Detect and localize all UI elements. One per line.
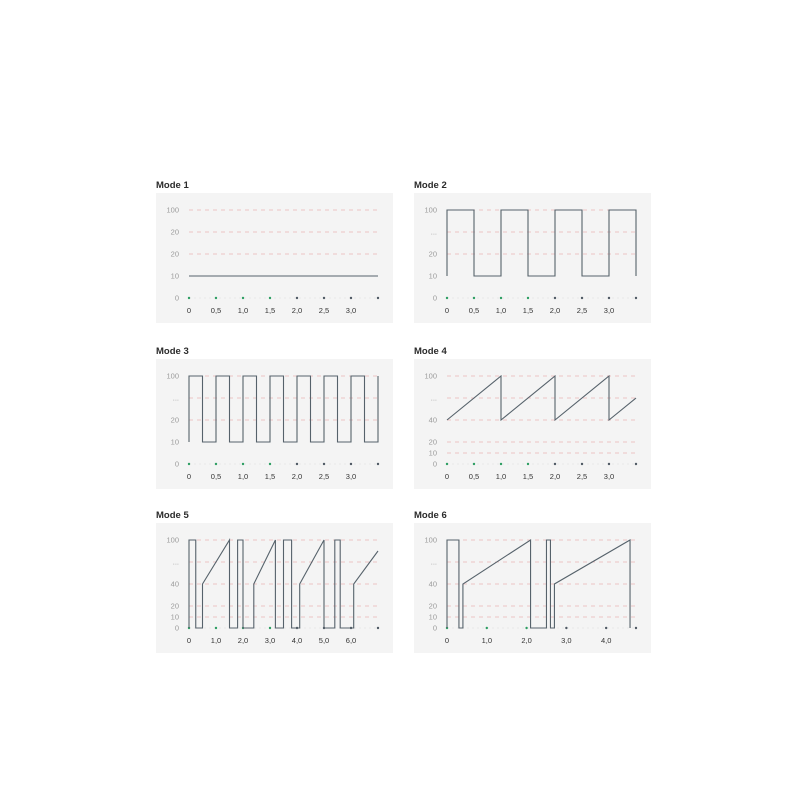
x-tick-label: 1,5 [522, 306, 534, 315]
x-dot [608, 297, 610, 299]
y-tick-label: 10 [428, 271, 437, 281]
x-dot [635, 463, 637, 465]
y-tick-label: 0 [174, 293, 179, 303]
plot-area [414, 359, 651, 489]
y-tick-label: 10 [428, 612, 437, 622]
x-dot [473, 297, 475, 299]
y-tick-label: 40 [428, 579, 437, 589]
x-dot [323, 297, 325, 299]
x-tick-label: 0,5 [210, 306, 222, 315]
chart-svg [414, 359, 651, 489]
chart-title: Mode 1 [156, 180, 189, 191]
y-tick-label: 0 [174, 623, 179, 633]
y-tick-label: 0 [432, 459, 437, 469]
x-tick-label: 2,5 [318, 472, 330, 481]
y-tick-label: 100 [166, 535, 179, 545]
y-tick-label: 10 [428, 448, 437, 458]
x-tick-label: 2,0 [237, 636, 249, 645]
y-tick-label: 40 [170, 579, 179, 589]
x-dot [242, 297, 244, 299]
chart-title: Mode 5 [156, 510, 189, 521]
x-dot [486, 627, 488, 629]
x-dot [188, 463, 190, 465]
x-tick-label: 1,0 [495, 472, 507, 481]
x-tick-label: 0 [444, 306, 450, 315]
x-tick-label: 0 [444, 472, 450, 481]
y-tick-label: 40 [428, 415, 437, 425]
x-dot [527, 463, 529, 465]
series-line [189, 376, 378, 442]
x-tick-label: 3,0 [603, 472, 615, 481]
x-tick-label: 0 [186, 472, 192, 481]
x-dot [269, 297, 271, 299]
x-dot [527, 297, 529, 299]
x-tick-label: 2,5 [576, 472, 588, 481]
y-tick-label: 20 [428, 437, 437, 447]
chart-svg [414, 193, 651, 323]
x-dot [215, 463, 217, 465]
x-dot [635, 297, 637, 299]
chart-title: Mode 3 [156, 346, 189, 357]
y-tick-label: 10 [170, 271, 179, 281]
x-dot [269, 463, 271, 465]
x-tick-label: 0,5 [468, 306, 480, 315]
x-tick-label: 2,5 [576, 306, 588, 315]
x-dot [296, 297, 298, 299]
x-dot [446, 463, 448, 465]
x-tick-label: 1,5 [264, 472, 276, 481]
x-dot [581, 297, 583, 299]
x-tick-label: 2,0 [549, 306, 561, 315]
y-tick-label: 20 [170, 415, 179, 425]
chart-title: Mode 4 [414, 346, 447, 357]
x-dot [350, 463, 352, 465]
x-tick-label: 2,0 [549, 472, 561, 481]
chart-svg [156, 193, 393, 323]
x-dot [350, 297, 352, 299]
x-tick-label: 2,0 [291, 306, 303, 315]
y-tick-label: ... [172, 393, 179, 403]
x-dot [608, 463, 610, 465]
chart-svg [156, 523, 393, 653]
x-tick-label: 4,0 [600, 636, 612, 645]
x-dot [323, 463, 325, 465]
x-tick-label: 3,0 [264, 636, 276, 645]
x-tick-label: 3,0 [603, 306, 615, 315]
x-dot [605, 627, 607, 629]
x-tick-label: 2,5 [318, 306, 330, 315]
x-tick-label: 2,0 [521, 636, 532, 645]
plot-area [156, 523, 393, 653]
y-tick-label: ... [430, 557, 437, 567]
y-tick-label: ... [172, 557, 179, 567]
chart-title: Mode 2 [414, 180, 447, 191]
y-tick-label: ... [430, 393, 437, 403]
x-tick-label: 0,5 [468, 472, 480, 481]
plot-area [156, 359, 393, 489]
x-tick-label: 0 [186, 306, 192, 315]
y-tick-label: 100 [424, 535, 437, 545]
x-tick-label: 6,0 [345, 636, 357, 645]
x-tick-label: 1,5 [522, 472, 534, 481]
y-tick-label: 20 [428, 601, 437, 611]
x-tick-label: 0 [444, 636, 450, 645]
x-dot [269, 627, 271, 629]
x-tick-label: 3,0 [345, 306, 357, 315]
y-tick-label: 0 [432, 293, 437, 303]
x-dot [377, 627, 379, 629]
y-tick-label: 20 [170, 227, 179, 237]
x-dot [215, 627, 217, 629]
x-dot [215, 297, 217, 299]
x-dot [500, 463, 502, 465]
x-tick-label: 1,0 [237, 306, 249, 315]
x-tick-label: 1,0 [237, 472, 249, 481]
x-tick-label: 1,0 [495, 306, 507, 315]
x-dot [296, 463, 298, 465]
x-dot [473, 463, 475, 465]
x-tick-label: 3,0 [345, 472, 357, 481]
series-line [447, 210, 636, 276]
plot-area [414, 523, 651, 653]
x-dot [554, 463, 556, 465]
x-dot [377, 463, 379, 465]
x-dot [446, 297, 448, 299]
x-tick-label: 5,0 [318, 636, 330, 645]
chart-svg [156, 359, 393, 489]
chart-svg [414, 523, 651, 653]
x-tick-label: 0,5 [210, 472, 222, 481]
x-dot [565, 627, 567, 629]
x-tick-label: 4,0 [291, 636, 303, 645]
x-tick-label: 1,0 [481, 636, 493, 645]
x-tick-label: 0 [186, 636, 192, 645]
y-tick-label: 20 [428, 249, 437, 259]
x-dot [525, 627, 527, 629]
x-tick-label: 3,0 [561, 636, 572, 645]
y-tick-label: 100 [166, 371, 179, 381]
y-tick-label: 100 [424, 371, 437, 381]
x-tick-label: 1,0 [210, 636, 222, 645]
y-tick-label: 10 [170, 612, 179, 622]
y-tick-label: 10 [170, 437, 179, 447]
y-tick-label: 0 [174, 459, 179, 469]
y-tick-label: 100 [166, 205, 179, 215]
plot-area [414, 193, 651, 323]
x-tick-label: 2,0 [291, 472, 303, 481]
plot-area [156, 193, 393, 323]
x-dot [377, 297, 379, 299]
x-dot [242, 463, 244, 465]
x-dot [554, 297, 556, 299]
y-tick-label: ... [430, 227, 437, 237]
x-dot [635, 627, 637, 629]
chart-title: Mode 6 [414, 510, 447, 521]
x-tick-label: 1,5 [264, 306, 276, 315]
x-dot [500, 297, 502, 299]
y-tick-label: 20 [170, 601, 179, 611]
y-tick-label: 20 [170, 249, 179, 259]
x-dot [581, 463, 583, 465]
x-dot [188, 297, 190, 299]
y-tick-label: 0 [432, 623, 437, 633]
y-tick-label: 100 [424, 205, 437, 215]
